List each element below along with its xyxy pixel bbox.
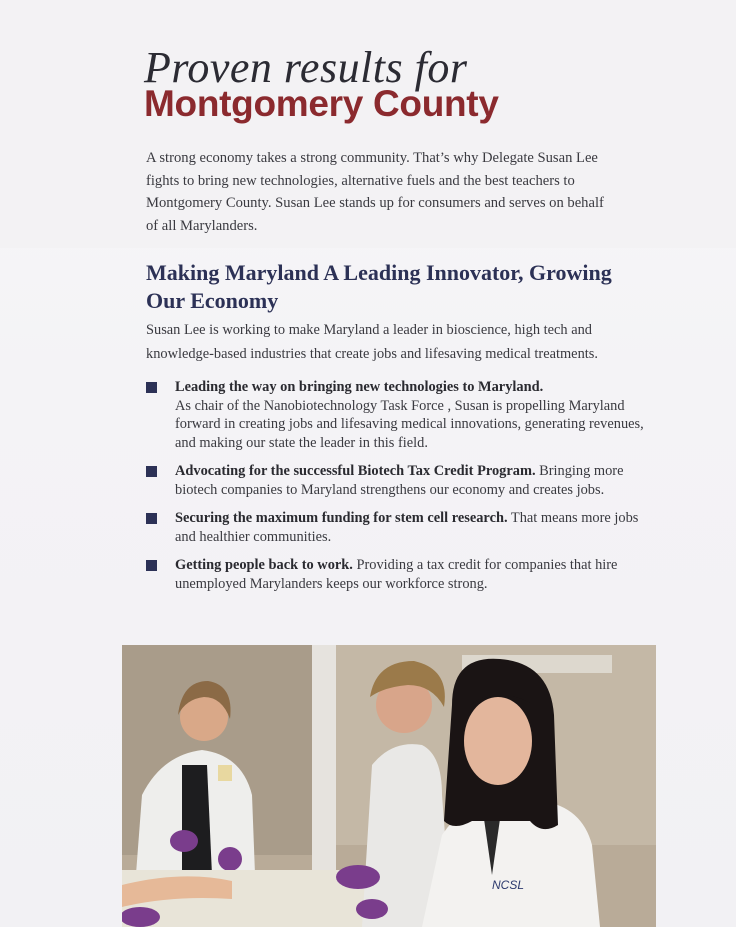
bullet-square-icon — [146, 560, 157, 571]
section-heading: Making Maryland A Leading Innovator, Growing Our Economy — [146, 260, 612, 313]
bullet-heading: Leading the way on bringing new technologies to Maryland. — [175, 379, 544, 395]
middle-glove — [336, 865, 380, 889]
left-glove-2 — [218, 847, 242, 871]
left-glove-1 — [170, 830, 198, 852]
title-bold: Montgomery County — [144, 83, 499, 124]
bullet-text: That means more jobs and healthier communities. — [175, 510, 639, 545]
bullet-item — [146, 556, 646, 593]
doorframe — [312, 645, 336, 875]
bullet-item — [146, 378, 646, 452]
lab-photo — [122, 645, 656, 927]
right-face — [464, 697, 532, 785]
section-intro: Susan Lee is working to make Maryland a leader in bioscience, high tech and knowledge-based industries that create jobs and lifesaving medical treatments. — [146, 322, 598, 362]
left-badge — [218, 765, 232, 781]
bullet-heading: Securing the maximum funding for stem cell research. — [175, 510, 508, 526]
bullet-square-icon — [146, 513, 157, 524]
middle-glove-2 — [356, 899, 388, 919]
bullet-list — [146, 378, 646, 603]
left-dark-top — [182, 765, 212, 875]
bullet-heading: Getting people back to work. — [175, 557, 353, 573]
bullet-square-icon — [146, 382, 157, 393]
bullet-text: Bringing more biotech companies to Maryland strengthens our economy and creates jobs. — [175, 463, 624, 498]
intro-paragraph: A strong economy takes a strong community. That’s why Delegate Susan Lee fights to bring new technologies, alternative fuels and the best teachers to Montgomery County. Susan Lee stands up for consumers and serves on behalf of all Marylanders. — [146, 150, 604, 234]
bullet-item — [146, 462, 646, 499]
bullet-square-icon — [146, 466, 157, 477]
lab-photo-illustration — [122, 645, 656, 927]
bullet-text: Providing a tax credit for companies that hire unemployed Marylanders keeps our workforce strong. — [175, 557, 618, 592]
title-italic: Proven results for — [144, 43, 468, 92]
bullet-text: As chair of the Nanobiotechnology Task Force , Susan is propelling Maryland forward in creating jobs and lifesaving medical innovations, generating revenues, and making our state the leader in this field. — [175, 397, 644, 451]
bullet-item — [146, 509, 646, 546]
bullet-heading: Advocating for the successful Biotech Tax Credit Program. — [175, 463, 536, 479]
coat-logo: NCSL — [492, 878, 525, 892]
